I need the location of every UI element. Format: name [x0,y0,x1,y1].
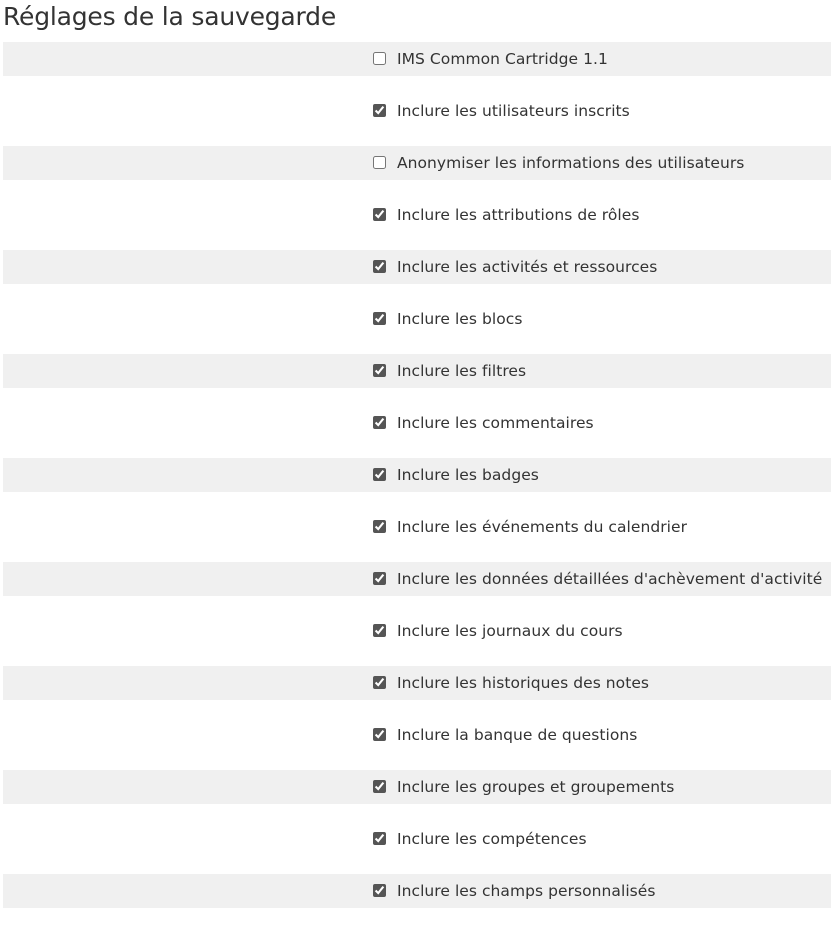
setting-row-grade-histories [3,666,831,700]
setting-label-grade-histories: Inclure les historiques des notes [397,674,650,692]
setting-option-imscc11[interactable] [372,42,608,76]
setting-label-filters: Inclure les filtres [397,362,527,380]
checkbox-competencies[interactable] [373,832,386,845]
setting-label-anonymize: Anonymiser les informations des utilisateurs [397,154,745,172]
setting-row-questionbank [3,718,831,752]
checkbox-questionbank[interactable] [373,728,386,741]
setting-option-groups[interactable] [372,770,674,804]
setting-row-filters [3,354,831,388]
setting-option-grade-histories[interactable] [372,666,649,700]
setting-label-comments: Inclure les commentaires [397,414,594,432]
checkbox-imscc11[interactable] [373,52,386,65]
checkbox-filters[interactable] [373,364,386,377]
setting-label-blocks: Inclure les blocs [397,310,523,328]
setting-label-logs: Inclure les journaux du cours [397,622,623,640]
page-title: Réglages de la sauvegarde [3,2,337,31]
setting-option-logs[interactable] [372,614,623,648]
setting-option-customfield[interactable] [372,874,656,908]
setting-row-blocks [3,302,831,336]
checkbox-groups[interactable] [373,780,386,793]
setting-row-groups [3,770,831,804]
setting-label-groups: Inclure les groupes et groupements [397,778,675,796]
setting-label-badges: Inclure les badges [397,466,539,484]
setting-row-logs [3,614,831,648]
setting-option-comments[interactable] [372,406,594,440]
setting-row-customfield [3,874,831,908]
setting-option-badges[interactable] [372,458,539,492]
checkbox-grade-histories[interactable] [373,676,386,689]
checkbox-comments[interactable] [373,416,386,429]
setting-option-role-assignments[interactable] [372,198,639,232]
checkbox-activities[interactable] [373,260,386,273]
setting-option-anonymize[interactable] [372,146,744,180]
setting-row-users [3,94,831,128]
setting-label-activities: Inclure les activités et ressources [397,258,658,276]
setting-label-customfield: Inclure les champs personnalisés [397,882,656,900]
setting-row-comments [3,406,831,440]
checkbox-role-assignments[interactable] [373,208,386,221]
setting-option-questionbank[interactable] [372,718,637,752]
setting-label-role-assignments: Inclure les attributions de rôles [397,206,640,224]
settings-list [3,42,831,926]
checkbox-blocks[interactable] [373,312,386,325]
checkbox-users[interactable] [373,104,386,117]
setting-option-activities[interactable] [372,250,657,284]
setting-row-userscompletion [3,562,831,596]
setting-label-users: Inclure les utilisateurs inscrits [397,102,630,120]
checkbox-userscompletion[interactable] [373,572,386,585]
setting-option-userscompletion[interactable] [372,562,822,596]
setting-row-calendarevents [3,510,831,544]
setting-label-questionbank: Inclure la banque de questions [397,726,638,744]
setting-row-competencies [3,822,831,856]
setting-option-blocks[interactable] [372,302,522,336]
checkbox-customfield[interactable] [373,884,386,897]
setting-label-calendarevents: Inclure les événements du calendrier [397,518,688,536]
checkbox-calendarevents[interactable] [373,520,386,533]
setting-row-anonymize [3,146,831,180]
setting-row-role-assignments [3,198,831,232]
setting-option-calendarevents[interactable] [372,510,687,544]
checkbox-anonymize[interactable] [373,156,386,169]
setting-label-imscc11: IMS Common Cartridge 1.1 [397,50,608,68]
setting-label-competencies: Inclure les compétences [397,830,587,848]
checkbox-badges[interactable] [373,468,386,481]
setting-option-competencies[interactable] [372,822,587,856]
setting-option-users[interactable] [372,94,630,128]
setting-row-activities [3,250,831,284]
checkbox-logs[interactable] [373,624,386,637]
setting-label-userscompletion: Inclure les données détaillées d'achèvement d'activité [397,570,823,588]
setting-row-badges [3,458,831,492]
setting-option-filters[interactable] [372,354,526,388]
setting-row-imscc11 [3,42,831,76]
